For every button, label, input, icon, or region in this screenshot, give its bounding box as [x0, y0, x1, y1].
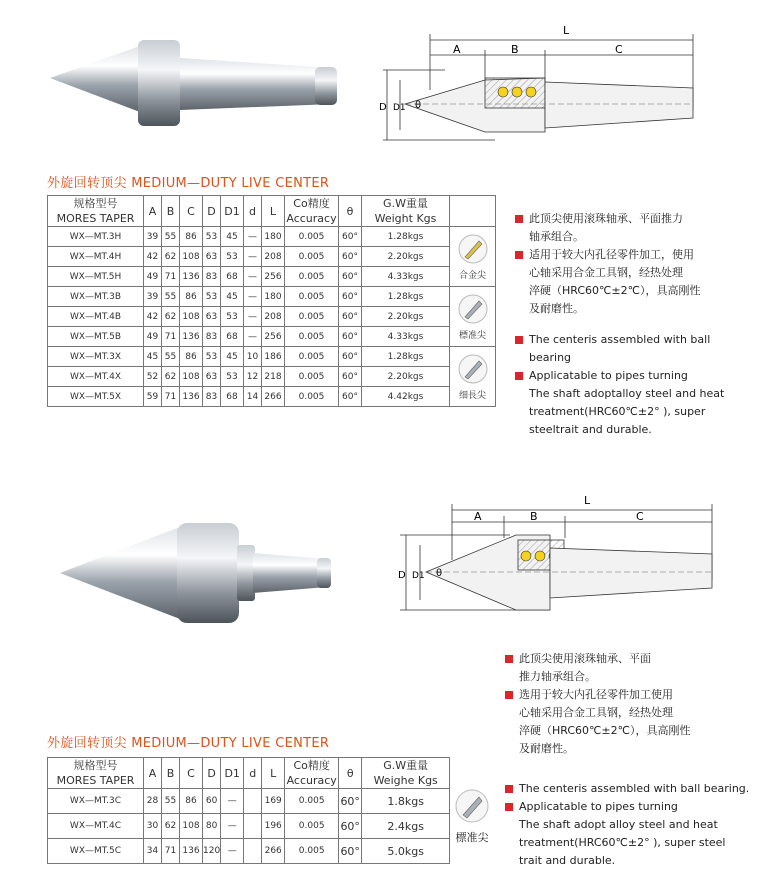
dim-label-d1: D1: [412, 571, 425, 581]
note-text: 及耐磨性。: [529, 302, 584, 315]
cell-model: WX—MT.4C: [48, 814, 144, 839]
note-text: 推力轴承组合。: [519, 670, 596, 683]
note-text: Applicatable to pipes turning: [529, 369, 688, 382]
note-line: [515, 282, 755, 300]
cell-l: 256: [262, 327, 285, 347]
cell-c: 108: [180, 307, 203, 327]
cell-acc: 0.005: [285, 327, 339, 347]
cell-d1: 53: [221, 367, 244, 387]
dim-label-l: L: [563, 24, 570, 37]
cell-model: WX—MT.3B: [48, 287, 144, 307]
bullet-square-icon: [505, 785, 513, 793]
cell-l: 208: [262, 307, 285, 327]
cell-acc: 0.005: [285, 267, 339, 287]
cell-d1: —: [221, 789, 244, 814]
cell-c: 136: [180, 387, 203, 407]
cell-l: 169: [262, 789, 285, 814]
cell-d: 63: [203, 367, 221, 387]
note-line: [515, 264, 755, 282]
note-text: 心轴采用合金工具钢，经热处理: [529, 266, 683, 279]
note-line: [505, 798, 760, 816]
cell-d1: 68: [221, 387, 244, 407]
dim-label-d: D: [379, 102, 387, 113]
cell-dd: —: [244, 287, 262, 307]
header-accuracy: Co精度 Accuracy: [286, 197, 337, 225]
bullet-square-icon: [515, 251, 523, 259]
cell-d: 120: [203, 839, 221, 864]
cell-d1: 45: [221, 227, 244, 247]
header-image: [450, 196, 496, 227]
note-text: bearing: [529, 351, 572, 364]
cell-l: 186: [262, 347, 285, 367]
notes-en-1: [515, 331, 755, 439]
header-model: 规格型号 MORES TAPER: [48, 758, 144, 789]
tip-icon: [458, 234, 488, 264]
cell-a: 34: [144, 839, 162, 864]
cell-d1: 45: [221, 347, 244, 367]
note-line: [505, 668, 755, 686]
cell-gw: 4.33kgs: [362, 327, 450, 347]
cell-c: 86: [180, 227, 203, 247]
dim-label-b: B: [530, 510, 538, 523]
note-line: [505, 816, 760, 834]
header-weight: G.W重量 Weighe Kgs: [362, 758, 450, 789]
bullet-square-icon: [505, 803, 513, 811]
table-row: [48, 327, 496, 347]
dim-label-d: D: [398, 570, 406, 581]
note-text: The shaft adopt alloy steel and heat: [519, 818, 718, 831]
cell-c: 136: [180, 327, 203, 347]
tip-image-cell: [447, 787, 497, 863]
cell-l: 266: [262, 387, 285, 407]
dimension-drawing-2: [390, 490, 720, 620]
header-theta: θ: [339, 758, 362, 789]
note-line: [515, 349, 755, 367]
note-text: 及耐磨性。: [519, 742, 574, 755]
header-d: D: [203, 758, 221, 789]
note-line: [505, 834, 760, 852]
cell-b: 55: [162, 287, 180, 307]
cell-gw: 4.33kgs: [362, 267, 450, 287]
header-d1: D1: [221, 758, 244, 789]
cell-d: 80: [203, 814, 221, 839]
cell-dd: —: [244, 267, 262, 287]
cell-l: 256: [262, 267, 285, 287]
note-text: trait and durable.: [519, 854, 616, 867]
table-row: [48, 227, 496, 247]
cell-d: 83: [203, 327, 221, 347]
cell-acc: 0.005: [285, 789, 339, 814]
cell-theta: 60°: [339, 287, 362, 307]
header-weight: G.W重量 Weight Kgs: [362, 196, 450, 227]
cell-c: 86: [180, 789, 203, 814]
cell-a: 28: [144, 789, 162, 814]
cell-a: 42: [144, 247, 162, 267]
dim-label-l: L: [584, 494, 591, 507]
cell-gw: 1.28kgs: [362, 347, 450, 367]
standard-tip-icon: [455, 789, 489, 823]
header-model: 规格型号 MORES TAPER: [48, 196, 144, 227]
tip-image-cell: [450, 227, 496, 287]
dim-label-a: A: [453, 43, 461, 56]
note-line: [515, 421, 755, 439]
table-row: [48, 814, 450, 839]
cell-d: 53: [203, 287, 221, 307]
tip-image-cell: [450, 347, 496, 407]
tip-image-cell: [450, 287, 496, 347]
cell-b: 55: [162, 227, 180, 247]
cell-theta: 60°: [339, 227, 362, 247]
cell-b: 55: [162, 347, 180, 367]
note-line: [515, 367, 755, 385]
cell-c: 108: [180, 367, 203, 387]
cell-theta: 60°: [339, 814, 362, 839]
cell-acc: 0.005: [285, 367, 339, 387]
cell-dd: —: [244, 247, 262, 267]
cell-a: 45: [144, 347, 162, 367]
dim-label-c: C: [615, 43, 623, 56]
cell-d: 63: [203, 307, 221, 327]
cell-gw: 1.28kgs: [362, 287, 450, 307]
cell-theta: 60°: [339, 327, 362, 347]
cell-d1: 45: [221, 287, 244, 307]
spec-table-1: [47, 195, 496, 407]
note-text: 选用于较大内孔径零件加工使用: [519, 688, 673, 701]
header-d: D: [203, 196, 221, 227]
note-text: 此顶尖使用滚珠轴承、平面推力: [529, 212, 683, 225]
header-b: B: [162, 196, 180, 227]
header-dd: d: [244, 196, 262, 227]
header-dd: d: [244, 758, 262, 789]
table-row: [48, 367, 496, 387]
notes-cn-1: [515, 210, 755, 318]
cell-b: 71: [162, 327, 180, 347]
cell-dd: 10: [244, 347, 262, 367]
cell-dd: —: [244, 227, 262, 247]
note-line: [505, 852, 760, 870]
cell-d: 83: [203, 267, 221, 287]
tip-icon: [458, 354, 488, 384]
cell-a: 42: [144, 307, 162, 327]
spec-table-2: [47, 757, 450, 864]
note-line: [515, 403, 755, 421]
table-row: [48, 839, 450, 864]
cell-dd: 12: [244, 367, 262, 387]
cell-acc: 0.005: [285, 227, 339, 247]
note-line: [515, 228, 755, 246]
note-text: 淬硬（HRC60℃±2℃），具高刚性: [519, 724, 691, 737]
cell-theta: 60°: [339, 267, 362, 287]
tip-label: 合金尖: [458, 271, 486, 281]
note-line: [505, 740, 755, 758]
cell-theta: 60°: [339, 247, 362, 267]
cell-l: 180: [262, 287, 285, 307]
cell-gw: 2.20kgs: [362, 367, 450, 387]
dim-label-b: B: [511, 43, 519, 56]
cell-model: WX—MT.5C: [48, 839, 144, 864]
note-line: [515, 300, 755, 318]
cell-acc: 0.005: [285, 247, 339, 267]
cell-acc: 0.005: [285, 387, 339, 407]
bullet-square-icon: [515, 372, 523, 380]
dim-label-theta: θ: [415, 100, 422, 111]
note-text: The centeris assembled with ball bearing.: [519, 782, 750, 795]
header-l: L: [262, 196, 285, 227]
note-text: 轴承组合。: [529, 230, 584, 243]
header-a: A: [144, 758, 162, 789]
header-theta: θ: [339, 196, 362, 227]
cell-dd: 14: [244, 387, 262, 407]
cell-gw: 2.20kgs: [362, 307, 450, 327]
cell-acc: 0.005: [285, 347, 339, 367]
cell-dd: [244, 839, 262, 864]
cell-dd: [244, 789, 262, 814]
cell-l: 196: [262, 814, 285, 839]
cell-c: 86: [180, 347, 203, 367]
cell-d1: —: [221, 814, 244, 839]
header-c: C: [180, 758, 203, 789]
cell-gw: 5.0kgs: [362, 839, 450, 864]
cell-l: 218: [262, 367, 285, 387]
cell-model: WX—MT.5B: [48, 327, 144, 347]
cell-model: WX—MT.5X: [48, 387, 144, 407]
note-text: 淬硬（HRC60℃±2℃），具高刚性: [529, 284, 701, 297]
cell-l: 266: [262, 839, 285, 864]
dim-label-d1: D1: [393, 103, 406, 113]
header-l: L: [262, 758, 285, 789]
note-line: [505, 704, 755, 722]
bullet-square-icon: [515, 215, 523, 223]
cell-model: WX—MT.3C: [48, 789, 144, 814]
cell-gw: 4.42kgs: [362, 387, 450, 407]
cell-dd: —: [244, 327, 262, 347]
notes-cn-2: [505, 650, 755, 758]
cell-d: 63: [203, 247, 221, 267]
cell-d1: 53: [221, 247, 244, 267]
note-text: 心轴采用合金工具钢，经热处理: [519, 706, 673, 719]
cell-a: 39: [144, 287, 162, 307]
table-row: [48, 789, 450, 814]
header-d1: D1: [221, 196, 244, 227]
notes-en-2: [505, 780, 760, 870]
cell-l: 208: [262, 247, 285, 267]
tip-label: 標准尖: [455, 831, 489, 844]
cell-d: 83: [203, 387, 221, 407]
table-row: [48, 267, 496, 287]
cell-a: 49: [144, 267, 162, 287]
bullet-square-icon: [515, 336, 523, 344]
note-line: [515, 385, 755, 403]
header-c: C: [180, 196, 203, 227]
cell-theta: 60°: [339, 387, 362, 407]
section-title-2: 外旋回转顶尖 MEDIUM—DUTY LIVE CENTER: [47, 736, 330, 751]
note-text: The centeris assembled with ball: [529, 333, 711, 346]
cell-theta: 60°: [339, 839, 362, 864]
section-title-1: 外旋回转顶尖 MEDIUM—DUTY LIVE CENTER: [47, 176, 330, 191]
tip-label: 標准尖: [458, 331, 486, 341]
cell-d1: 68: [221, 327, 244, 347]
note-line: [505, 780, 760, 798]
live-center-photo-2: [55, 515, 345, 635]
note-text: Applicatable to pipes turning: [519, 800, 678, 813]
dim-label-theta: θ: [436, 568, 443, 579]
cell-b: 71: [162, 839, 180, 864]
cell-model: WX—MT.4B: [48, 307, 144, 327]
note-text: 此顶尖使用滚珠轴承、平面: [519, 652, 651, 665]
note-line: [515, 246, 755, 264]
cell-gw: 1.28kgs: [362, 227, 450, 247]
cell-a: 59: [144, 387, 162, 407]
cell-d1: 68: [221, 267, 244, 287]
cell-acc: 0.005: [285, 287, 339, 307]
cell-b: 55: [162, 789, 180, 814]
cell-d: 60: [203, 789, 221, 814]
cell-model: WX—MT.5H: [48, 267, 144, 287]
cell-b: 71: [162, 267, 180, 287]
cell-a: 52: [144, 367, 162, 387]
dim-label-a: A: [474, 510, 482, 523]
cell-b: 62: [162, 367, 180, 387]
header-a: A: [144, 196, 162, 227]
table-row: [48, 287, 496, 307]
cell-acc: 0.005: [285, 839, 339, 864]
cell-c: 136: [180, 267, 203, 287]
cell-gw: 2.20kgs: [362, 247, 450, 267]
cell-theta: 60°: [339, 789, 362, 814]
note-line: [515, 210, 755, 228]
cell-d: 53: [203, 227, 221, 247]
cell-c: 108: [180, 247, 203, 267]
note-line: [505, 650, 755, 668]
cell-a: 49: [144, 327, 162, 347]
cell-gw: 2.4kgs: [362, 814, 450, 839]
dim-label-c: C: [636, 510, 644, 523]
note-line: [505, 722, 755, 740]
cell-model: WX—MT.3H: [48, 227, 144, 247]
cell-d: 53: [203, 347, 221, 367]
header-accuracy: Co精度 Accuracy: [286, 759, 337, 787]
cell-c: 86: [180, 287, 203, 307]
note-text: treatment(HRC60℃±2° ), super steel: [519, 836, 726, 849]
header-b: B: [162, 758, 180, 789]
cell-l: 180: [262, 227, 285, 247]
table-row: [48, 387, 496, 407]
cell-model: WX—MT.3X: [48, 347, 144, 367]
table-row: [48, 307, 496, 327]
note-text: steeltrait and durable.: [529, 423, 652, 436]
cell-model: WX—MT.4X: [48, 367, 144, 387]
cell-a: 39: [144, 227, 162, 247]
live-center-photo-1: [45, 28, 345, 138]
cell-b: 71: [162, 387, 180, 407]
cell-b: 62: [162, 247, 180, 267]
bullet-square-icon: [505, 655, 513, 663]
cell-c: 136: [180, 839, 203, 864]
cell-c: 108: [180, 814, 203, 839]
note-line: [515, 331, 755, 349]
bullet-square-icon: [505, 691, 513, 699]
dimension-drawing-1: [375, 20, 705, 150]
cell-dd: —: [244, 307, 262, 327]
cell-theta: 60°: [339, 367, 362, 387]
note-text: 适用于较大内孔径零件加工，使用: [529, 248, 694, 261]
cell-a: 30: [144, 814, 162, 839]
cell-b: 62: [162, 307, 180, 327]
cell-dd: [244, 814, 262, 839]
tip-icon: [458, 294, 488, 324]
cell-d1: —: [221, 839, 244, 864]
cell-gw: 1.8kgs: [362, 789, 450, 814]
table-row: [48, 247, 496, 267]
note-line: [505, 686, 755, 704]
cell-theta: 60°: [339, 347, 362, 367]
cell-d1: 53: [221, 307, 244, 327]
cell-b: 62: [162, 814, 180, 839]
cell-acc: 0.005: [285, 307, 339, 327]
cell-model: WX—MT.4H: [48, 247, 144, 267]
cell-acc: 0.005: [285, 814, 339, 839]
table-row: [48, 347, 496, 367]
note-text: treatment(HRC60℃±2° ), super: [529, 405, 706, 418]
note-text: The shaft adoptalloy steel and heat: [529, 387, 725, 400]
tip-label: 细長尖: [458, 391, 486, 401]
cell-theta: 60°: [339, 307, 362, 327]
